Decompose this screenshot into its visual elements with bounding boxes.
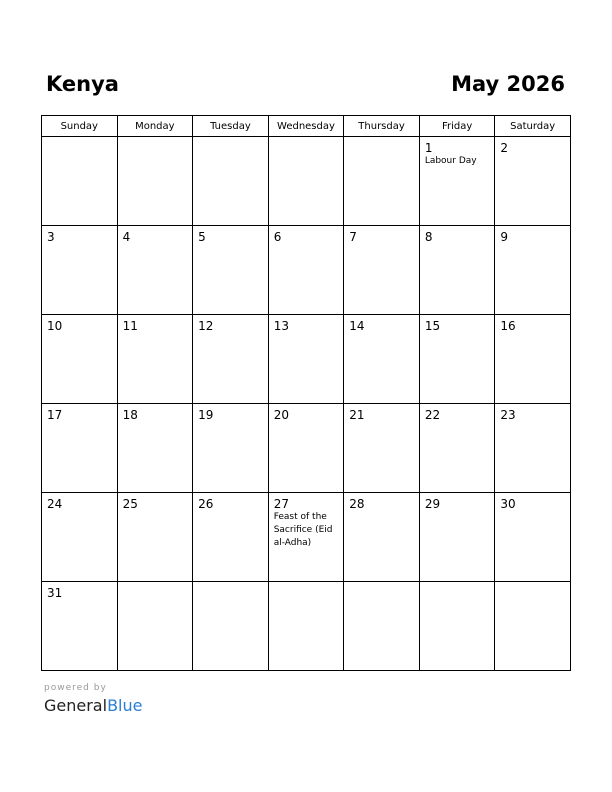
day-number: 24 [47,497,63,511]
day-cell [42,493,118,582]
day-cell [344,226,420,315]
day-number: 11 [122,319,138,333]
day-number: 16 [500,319,516,333]
day-number [42,137,117,141]
day-number [420,582,495,586]
day-number: 30 [500,497,516,511]
day-cell [193,137,269,226]
day-number [344,137,419,141]
day-cell [42,226,118,315]
day-cell [495,404,571,493]
day-number: 15 [424,319,441,333]
day-cell [495,226,571,315]
weekday-header: Thursday [344,116,420,137]
day-cell [344,315,420,404]
week-row [42,315,571,404]
day-number: 8 [424,230,433,244]
day-cell [495,582,571,671]
week-row [42,404,571,493]
weekday-header: Friday [419,116,495,137]
day-number: 6 [273,230,282,244]
week-row [42,226,571,315]
day-cell [117,226,193,315]
holiday-label: Feast of the Sacrifice (Eid al-Adha) [273,512,333,548]
day-cell [344,404,420,493]
weekday-header: Tuesday [193,116,269,137]
day-cell [193,582,269,671]
day-cell [193,493,269,582]
day-number [118,582,193,586]
day-number: 14 [349,319,365,333]
day-number: 21 [349,408,365,422]
day-number: 19 [198,408,214,422]
calendar-grid [41,115,571,671]
day-cell [268,137,344,226]
day-number: 27 [273,497,289,511]
day-number: 12 [198,319,214,333]
day-number: 17 [47,408,63,422]
weekday-header: Monday [117,116,193,137]
day-number: 2 [500,141,509,155]
brand-blue-text: Blue [107,696,143,715]
day-number: 29 [424,497,441,511]
day-number [193,582,268,586]
day-cell [268,226,344,315]
day-number: 25 [122,497,138,511]
day-cell [419,226,495,315]
day-number: 9 [500,230,509,244]
day-number: 1 [424,141,433,155]
day-number: 28 [349,497,365,511]
day-cell [344,582,420,671]
day-cell [268,315,344,404]
day-number: 3 [47,230,55,244]
powered-by-label: powered by [44,683,107,693]
holiday-label: Labour Day [424,156,477,166]
day-cell [117,315,193,404]
day-number: 5 [198,230,206,244]
day-number: 31 [47,586,63,600]
day-cell [344,137,420,226]
generalblue-logo[interactable] [44,696,142,716]
day-cell [419,315,495,404]
day-cell [42,404,118,493]
day-cell [495,493,571,582]
day-number: 26 [198,497,214,511]
day-cell [117,493,193,582]
day-cell [193,226,269,315]
day-number [118,137,193,141]
day-number: 18 [122,408,138,422]
day-cell [495,137,571,226]
day-cell [117,404,193,493]
day-cell [419,582,495,671]
day-cell [193,315,269,404]
day-cell [268,493,344,582]
weekday-header: Wednesday [268,116,344,137]
day-number [269,582,344,586]
day-cell [193,404,269,493]
weekday-header-row [42,116,571,137]
day-cell [42,315,118,404]
day-cell [419,404,495,493]
day-number: 23 [500,408,516,422]
brand-general-text: General [44,696,108,715]
day-number: 13 [273,319,289,333]
day-cell [42,582,118,671]
day-cell [268,404,344,493]
footer-branding [44,682,142,716]
weekday-header: Sunday [42,116,118,137]
day-number: 4 [122,230,131,244]
day-number [495,582,570,586]
day-cell [495,315,571,404]
day-number: 10 [47,319,63,333]
weekday-header: Saturday [495,116,571,137]
week-row [42,493,571,582]
day-number: 7 [349,230,357,244]
week-row [42,582,571,671]
country-title: Kenya [46,72,119,96]
day-cell [42,137,118,226]
day-cell [419,137,495,226]
day-number: 22 [424,408,441,422]
week-row [42,137,571,226]
day-number [193,137,268,141]
day-cell [419,493,495,582]
day-cell [268,582,344,671]
day-cell [117,582,193,671]
month-year-title: May 2026 [451,72,565,96]
day-number: 20 [273,408,289,422]
day-cell [117,137,193,226]
day-number [344,582,419,586]
day-cell [344,493,420,582]
day-number [269,137,344,141]
